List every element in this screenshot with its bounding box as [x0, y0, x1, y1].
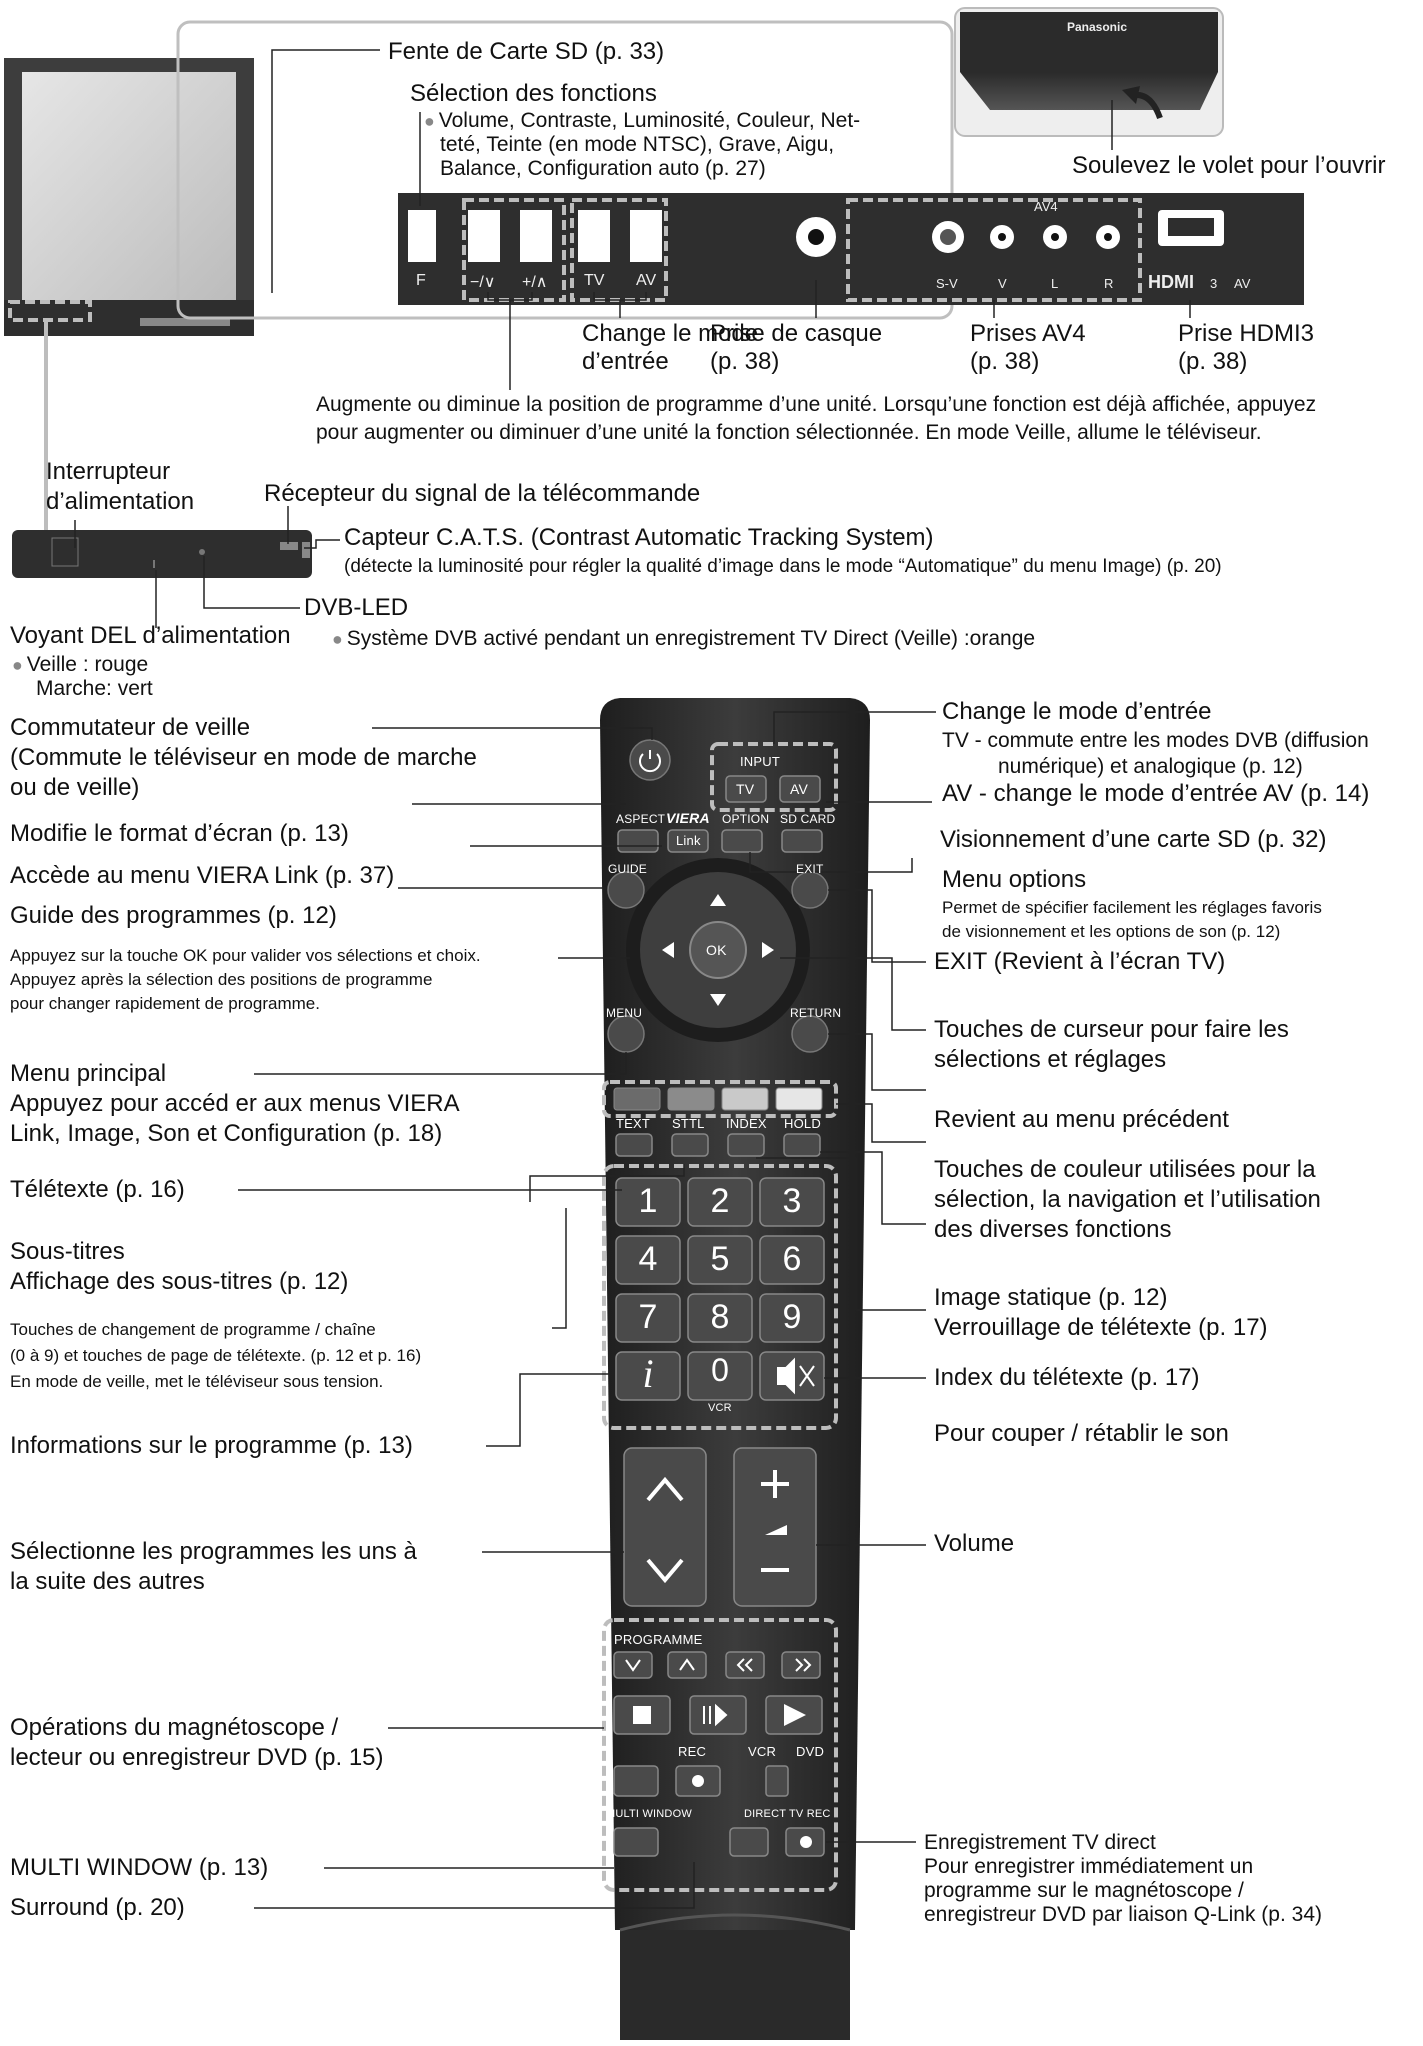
prog-select-label-1: Sélectionne les programmes les uns à: [10, 1538, 417, 1565]
exit-key-label: EXIT: [796, 862, 824, 876]
viera-link-label: Accède au menu VIERA Link (p. 37): [10, 862, 395, 889]
sttl-key-label: STTL: [672, 1116, 705, 1131]
cursor-label-2: sélections et réglages: [934, 1046, 1167, 1073]
digit-9-key[interactable]: 9: [782, 1298, 802, 1336]
vcr-ops-label-1: Opérations du magnétoscope /: [10, 1714, 339, 1741]
sv-jack-label: S-V: [936, 276, 958, 291]
sd-slot-label: Fente de Carte SD (p. 33): [388, 38, 665, 65]
front-tv-key: TV: [584, 272, 605, 289]
updown-desc-2: pour augmenter ou diminuer d’une unité la fonction sélectionnée. En mode Veille, allume le téléviseur.: [316, 421, 1262, 444]
rec-label: REC: [678, 1744, 707, 1759]
headphone-label-1: Prise de casque: [710, 320, 883, 347]
dvd-label: DVD: [796, 1744, 825, 1759]
function-select-desc-3: Balance, Configuration auto (p. 27): [440, 157, 766, 180]
hdmi-av-label: AV: [1234, 276, 1251, 291]
direct-rec-label-3: programme sur le magnétoscope /: [924, 1879, 1244, 1902]
power-led-on: Marche: vert: [36, 677, 153, 700]
return-key-label: RETURN: [790, 1006, 842, 1020]
option-menu-desc-2: de visionnement et les options de son (p. 12): [942, 922, 1281, 941]
ok-desc-1: Appuyez sur la touche OK pour valider vos sélections et choix.: [10, 946, 481, 965]
ok-desc-2: Appuyez après la sélection des positions de programme: [10, 970, 433, 989]
front-plus-key: +/∧: [522, 274, 548, 291]
hdmi-logo: HDMI: [1148, 272, 1194, 292]
numbers-desc-1: Touches de changement de programme / chaîne: [10, 1320, 376, 1339]
function-select-desc-1: ● Volume, Contraste, Luminosité, Couleur, Net-: [424, 108, 860, 133]
teletext-label: Télétexte (p. 16): [10, 1176, 185, 1203]
main-menu-desc-1: Appuyez pour accéd er aux menus VIERA: [10, 1090, 460, 1117]
info-key[interactable]: i: [642, 1351, 654, 1396]
info-label: Informations sur le programme (p. 13): [10, 1432, 413, 1459]
hold-label-2: Verrouillage de télétexte (p. 17): [934, 1314, 1268, 1341]
numbers-desc-2: (0 à 9) et touches de page de télétexte. (p. 12 et p. 16): [10, 1346, 422, 1365]
colour-keys-label-1: Touches de couleur utilisées pour la: [934, 1156, 1316, 1183]
tv-key[interactable]: TV: [736, 781, 755, 797]
digit-6-key[interactable]: 6: [782, 1240, 802, 1278]
cats-desc: (détecte la luminosité pour régler la qualité d’image dans le mode “Automatique” du menu Image) (p. 20): [344, 556, 1222, 577]
dvb-led-desc: ● Système DVB activé pendant un enregistrement TV Direct (Veille) :orange: [332, 626, 1035, 651]
standby-switch-label-2: (Commute le téléviseur en mode de marche: [10, 744, 477, 771]
ok-desc-3: pour changer rapidement de programme.: [10, 994, 320, 1013]
sd-card-label: Visionnement d’une carte SD (p. 32): [940, 826, 1327, 853]
tv-desc-1: TV - commute entre les modes DVB (diffusion: [942, 729, 1369, 752]
digit-4-key[interactable]: 4: [638, 1240, 658, 1278]
input-mode-label-1: Change le mode: [582, 320, 759, 347]
power-led-label: Voyant DEL d’alimentation: [10, 622, 291, 649]
l-jack-label: L: [1051, 276, 1059, 291]
hdmi-number: 3: [1210, 276, 1218, 291]
digit-8-key[interactable]: 8: [710, 1298, 730, 1336]
subtitles-desc: Affichage des sous-titres (p. 12): [10, 1268, 349, 1295]
input-key-label: INPUT: [740, 754, 780, 769]
input-change-label: Change le mode d’entrée: [942, 698, 1212, 725]
function-select-title: Sélection des fonctions: [410, 80, 657, 107]
standby-switch-label-1: Commutateur de veille: [10, 714, 251, 741]
av4-jack-label: AV4: [1034, 199, 1058, 214]
direct-rec-label-2: Pour enregistrer immédiatement un: [924, 1855, 1254, 1878]
guide-key-label: GUIDE: [608, 862, 648, 876]
front-av-key: AV: [636, 272, 657, 289]
vcr-ops-label-2: lecteur ou enregistreur DVD (p. 15): [10, 1744, 384, 1771]
volume-label: Volume: [934, 1530, 1015, 1557]
option-menu-label: Menu options: [942, 866, 1087, 893]
colour-keys-label-3: des diverses fonctions: [934, 1216, 1172, 1243]
text-key-label: TEXT: [616, 1116, 651, 1131]
headphone-label-2: (p. 38): [710, 348, 780, 375]
tv-set: [4, 58, 254, 336]
av-key[interactable]: AV: [790, 781, 809, 797]
panasonic-logo: Panasonic: [1067, 20, 1128, 34]
r-jack-label: R: [1104, 276, 1114, 291]
power-led-standby: ● Veille : rouge: [12, 652, 148, 677]
standby-switch-label-3: ou de veille): [10, 774, 140, 801]
bottom-unit: [12, 530, 312, 578]
av-desc: AV - change le mode d’entrée AV (p. 14): [942, 780, 1370, 807]
directtvrec-label: DIRECT TV REC: [744, 1808, 831, 1820]
v-jack-label: V: [998, 276, 1007, 291]
cover-open-label: Soulevez le volet pour l’ouvrir: [1072, 152, 1386, 179]
remote-receiver-label: Récepteur du signal de la télécommande: [264, 480, 701, 507]
surround-label: Surround (p. 20): [10, 1894, 185, 1921]
option-menu-desc-1: Permet de spécifier facilement les réglages favoris: [942, 898, 1322, 917]
subtitles-label: Sous-titres: [10, 1238, 125, 1265]
function-select-desc-2: teté, Teinte (en mode NTSC), Grave, Aigu,: [440, 133, 835, 156]
power-switch-label-2: d’alimentation: [46, 488, 195, 515]
dvb-led-label: DVB-LED: [304, 594, 409, 621]
numbers-desc-3: En mode de veille, met le téléviseur sous tension.: [10, 1372, 384, 1391]
digit-7-key[interactable]: 7: [638, 1298, 658, 1336]
front-f-key: F: [416, 272, 426, 289]
direct-rec-label-4: enregistreur DVD par liaison Q-Link (p. 34): [924, 1903, 1322, 1926]
digit-0-key[interactable]: 0: [711, 1352, 729, 1388]
updown-desc-1: Augmente ou diminue la position de programme d’une unité. Lorsqu’une fonction est déjà affichée, appuyez: [316, 393, 1317, 416]
vcr-small-label: VCR: [708, 1402, 732, 1414]
multiwindow-label: MULTI WINDOW: [606, 1808, 692, 1820]
link-key[interactable]: Link: [676, 833, 701, 848]
aspect-label: Modifie le format d’écran (p. 13): [10, 820, 349, 847]
power-switch-label-1: Interrupteur: [46, 458, 171, 485]
prog-select-label-2: la suite des autres: [10, 1568, 205, 1595]
option-key-label: OPTION: [722, 812, 770, 826]
digit-5-key[interactable]: 5: [710, 1240, 730, 1278]
main-menu-desc-2: Link, Image, Son et Configuration (p. 18): [10, 1120, 443, 1147]
colour-keys-label-2: sélection, la navigation et l’utilisation: [934, 1186, 1321, 1213]
multi-window-label: MULTI WINDOW (p. 13): [10, 1854, 269, 1881]
input-mode-label-2: d’entrée: [582, 348, 669, 375]
cursor-label-1: Touches de curseur pour faire les: [934, 1016, 1289, 1043]
hdmi3-label-2: (p. 38): [1178, 348, 1248, 375]
programme-label: PROGRAMME: [614, 1632, 703, 1647]
ok-key[interactable]: OK: [706, 942, 727, 958]
mute-label: Pour couper / rétablir le son: [934, 1420, 1229, 1447]
hold-label-1: Image statique (p. 12): [934, 1284, 1168, 1311]
av4-label-1: Prises AV4: [970, 320, 1086, 347]
digit-3-key[interactable]: 3: [782, 1182, 802, 1220]
guide-label: Guide des programmes (p. 12): [10, 902, 337, 929]
aspect-key-label: ASPECT: [616, 812, 666, 826]
digit-2-key[interactable]: 2: [710, 1182, 730, 1220]
index-key-label: INDEX: [726, 1116, 767, 1131]
direct-rec-label-1: Enregistrement TV direct: [924, 1831, 1156, 1854]
main-menu-label: Menu principal: [10, 1060, 167, 1087]
cats-label: Capteur C.A.T.S. (Contrast Automatic Tracking System): [344, 524, 934, 551]
menu-key-label: MENU: [606, 1006, 643, 1020]
vcr-label: VCR: [748, 1744, 777, 1759]
index-label: Index du télétexte (p. 17): [934, 1364, 1200, 1391]
digit-1-key[interactable]: 1: [638, 1182, 658, 1220]
sdcard-key-label: SD CARD: [780, 812, 836, 826]
viera-logo: VIERA: [666, 810, 710, 826]
exit-label: EXIT (Revient à l’écran TV): [934, 948, 1226, 975]
hdmi3-label-1: Prise HDMI3: [1178, 320, 1315, 347]
tv-desc-2: numérique) et analogique (p. 12): [998, 755, 1303, 778]
return-label: Revient au menu précédent: [934, 1106, 1229, 1133]
front-minus-key: −/∨: [470, 274, 496, 291]
hold-key-label: HOLD: [784, 1116, 821, 1131]
av4-label-2: (p. 38): [970, 348, 1040, 375]
